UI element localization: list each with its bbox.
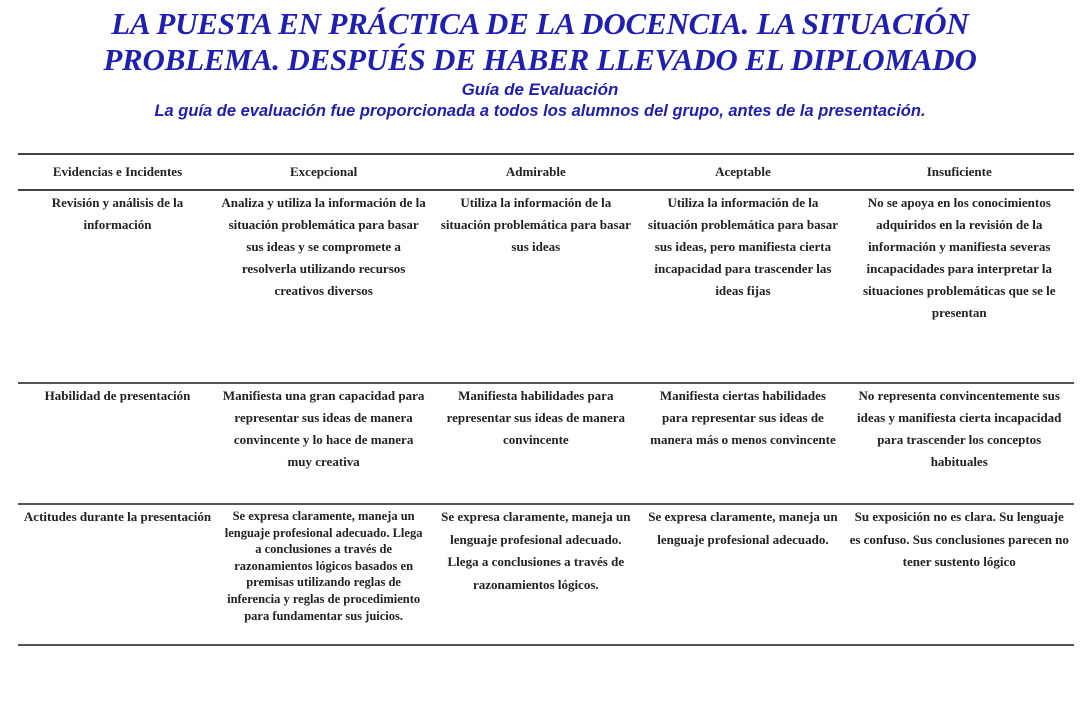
title-line-2: PROBLEMA. DESPUÉS DE HABER LLEVADO EL DIPLOMADO [103, 42, 977, 77]
admirable-cell: Manifiesta habilidades para representar sus ideas de manera convincente [430, 383, 641, 504]
criterion-cell: Revisión y análisis de la información [18, 190, 217, 383]
criterion-cell: Actitudes durante la presentación [18, 504, 217, 645]
excepcional-cell: Se expresa claramente, maneja un lenguaje profesional adecuado. Llega a conclusiones a través de razonamientos lógicos basados en premisas utilizando reglas de inferencia y reglas de procedimiento para fundamentar sus juicios. [217, 504, 430, 645]
insuficiente-cell: No se apoya en los conocimientos adquiridos en la revisión de la información y manifiesta severas incapacidades para interpretar la situaciones problemáticas que se le presentan [844, 190, 1074, 383]
table-row [18, 504, 1074, 645]
rubric-body [18, 190, 1074, 645]
document-header [0, 6, 1080, 122]
admirable-cell: Utiliza la información de la situación problemática para basar sus ideas [430, 190, 641, 383]
excepcional-cell: Manifiesta una gran capacidad para representar sus ideas de manera convincente y lo hace de manera muy creativa [217, 383, 430, 504]
title-line-1: LA PUESTA EN PRÁCTICA DE LA DOCENCIA. LA SITUACIÓN [111, 6, 969, 41]
insuficiente-cell: Su exposición no es clara. Su lenguaje es confuso. Sus conclusiones parecen no tener sustento lógico [844, 504, 1074, 645]
column-header-insuficiente: Insuficiente [844, 154, 1074, 190]
excepcional-cell: Analiza y utiliza la información de la situación problemática para basar sus ideas y se compromete a resolverla utilizando recursos creativos diversos [217, 190, 430, 383]
aceptable-cell: Manifiesta ciertas habilidades para representar sus ideas de manera más o menos convincente [641, 383, 844, 504]
aceptable-cell: Se expresa claramente, maneja un lenguaje profesional adecuado. [641, 504, 844, 645]
header-row [18, 154, 1074, 190]
insuficiente-cell: No representa convincentemente sus ideas y manifiesta cierta incapacidad para trascender los conceptos habituales [844, 383, 1074, 504]
table-row [18, 383, 1074, 504]
aceptable-cell: Utiliza la información de la situación problemática para basar sus ideas, pero manifiesta cierta incapacidad para trascender las ideas fijas [641, 190, 844, 383]
evaluation-note: La guía de evaluación fue proporcionada a todos los alumnos del grupo, antes de la presentación. [154, 102, 926, 120]
evaluation-rubric-table [18, 153, 1074, 646]
column-header-excepcional: Excepcional [217, 154, 430, 190]
column-header-admirable: Admirable [430, 154, 641, 190]
subtitle: Guía de Evaluación [461, 80, 619, 99]
rubric-header [18, 154, 1074, 190]
criterion-cell: Habilidad de presentación [18, 383, 217, 504]
column-header-evidencias: Evidencias e Incidentes [18, 154, 217, 190]
column-header-aceptable: Aceptable [641, 154, 844, 190]
table-row [18, 190, 1074, 383]
admirable-cell: Se expresa claramente, maneja un lenguaje profesional adecuado. Llega a conclusiones a través de razonamientos lógicos. [430, 504, 641, 645]
